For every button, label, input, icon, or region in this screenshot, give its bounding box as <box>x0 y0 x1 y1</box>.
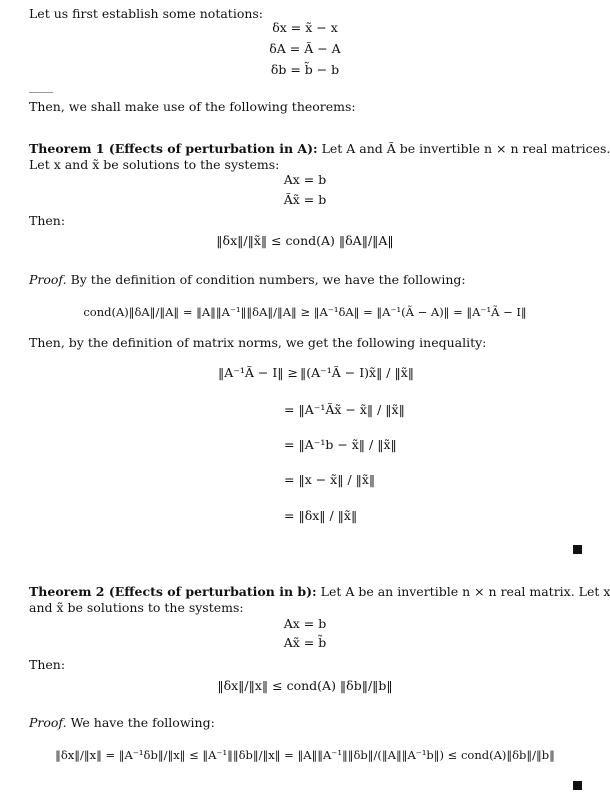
theorem1-proof-line <box>29 272 466 287</box>
theorem1-proof-label: Proof. <box>29 272 67 287</box>
theorem2-system-1: Ax = b <box>283 616 327 631</box>
intro-text: Let us first establish some notations: <box>29 6 264 21</box>
footnote-rule <box>29 92 53 93</box>
theorem1-statement-a: Let A and Ã be invertible n × n real matrices. <box>321 141 610 156</box>
theorem1-then: Then: <box>29 213 66 228</box>
notation-db: δb = b̃ − b <box>270 62 340 77</box>
theorem2-proof-chain: ‖δx‖/‖x‖ = ‖A⁻¹δb‖/‖x‖ ≤ ‖A⁻¹‖‖δb‖/‖x‖ = ‖A‖‖A⁻¹‖‖δb‖/(‖A‖‖A⁻¹b‖) ≤ cond(A)‖δb‖/‖b‖ <box>55 748 555 762</box>
theorem1-qed-mark <box>573 545 582 554</box>
theorem1-heading: Theorem 1 (Effects of perturbation in A): <box>29 141 318 156</box>
theorem2-heading: Theorem 2 (Effects of perturbation in b): <box>29 584 317 599</box>
theorem1-statement <box>29 141 610 156</box>
theorem1-system-1: Ax = b <box>283 172 327 187</box>
theorem1-ineq-step-5: = ‖δx‖ / ‖x̃‖ <box>284 508 358 523</box>
theorem1-ineq-step-2: = ‖A⁻¹Ãx̃ − x̃‖ / ‖x̃‖ <box>284 402 405 417</box>
notation-dA: δA = Ã − A <box>269 41 341 56</box>
theorem2-qed-mark <box>573 781 582 790</box>
theorem1-system-2: Ãx̃ = b <box>283 192 327 207</box>
theorem1-ineq-step-1: ‖(A⁻¹Ã − I)x̃‖ / ‖x̃‖ <box>300 365 415 380</box>
theorem1-bound: ‖δx‖/‖x̃‖ ≤ cond(A) ‖δA‖/‖A‖ <box>216 233 394 248</box>
theorem1-statement-b: Let x and x̃ be solutions to the systems: <box>29 157 280 172</box>
theorem2-bound: ‖δx‖/‖x‖ ≤ cond(A) ‖δb‖/‖b‖ <box>217 678 393 693</box>
theorem2-proof-line <box>29 715 215 730</box>
theorem2-statement-a: Let A be an invertible n × n real matrix. Let x <box>320 584 610 599</box>
notation-dx: δx = x̃ − x <box>272 20 338 35</box>
theorem1-ineq-step-4: = ‖x − x̃‖ / ‖x̃‖ <box>284 472 376 487</box>
theorem2-system-2: Ax̃ = b̃ <box>283 635 327 650</box>
theorem1-proof-chain: cond(A)‖δA‖/‖A‖ = ‖A‖‖A⁻¹‖‖δA‖/‖A‖ ≥ ‖A⁻¹δA‖ = ‖A⁻¹(Ã − A)‖ = ‖A⁻¹Ã − I‖ <box>83 305 527 319</box>
theorem1-ineq-step-3: = ‖A⁻¹b − x̃‖ / ‖x̃‖ <box>284 437 397 452</box>
theorem1-proof-text: By the definition of condition numbers, we have the following: <box>70 272 466 287</box>
theorem2-then: Then: <box>29 657 66 672</box>
theorem2-statement-b: and x̃ be solutions to the systems: <box>29 600 244 615</box>
then-theorems-text: Then, we shall make use of the following theorems: <box>29 99 356 114</box>
theorem2-statement <box>29 584 610 599</box>
theorem2-proof-text: We have the following: <box>70 715 215 730</box>
theorem1-ineq-lhs: ‖A⁻¹Ã − I‖ ≥ <box>218 365 298 380</box>
theorem1-then-norms: Then, by the definition of matrix norms, we get the following inequality: <box>29 335 487 350</box>
theorem2-proof-label: Proof. <box>29 715 67 730</box>
